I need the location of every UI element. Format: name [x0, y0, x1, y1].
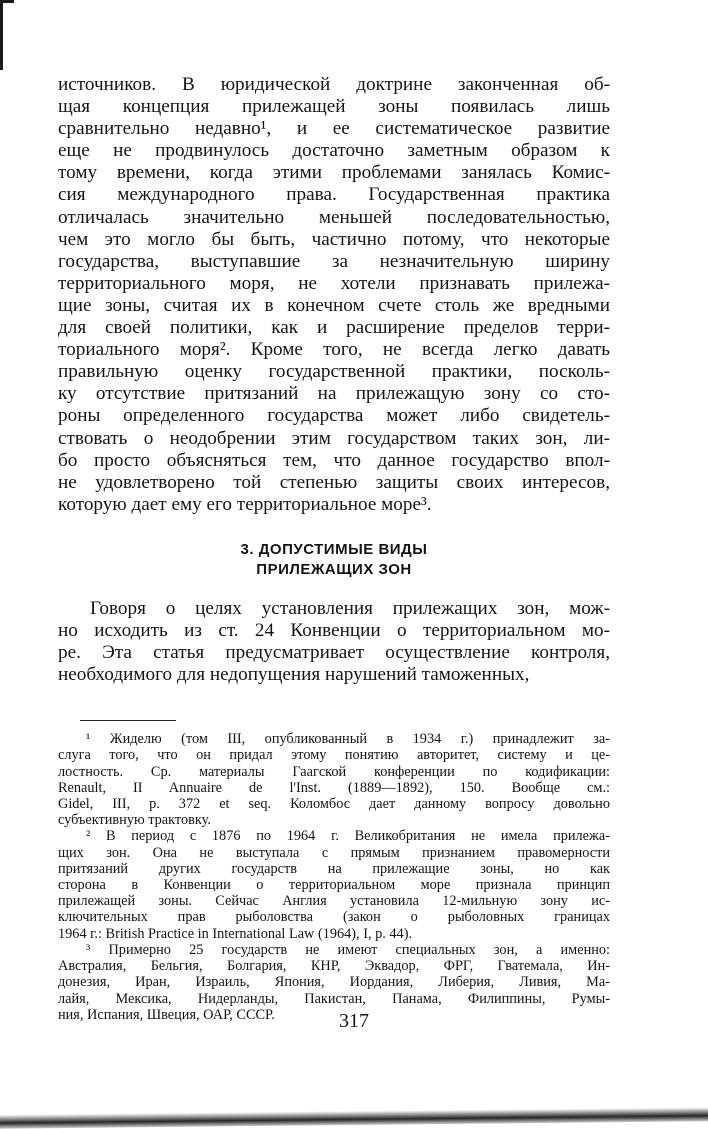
- section-heading-line2: ПРИЛЕЖАЩИХ ЗОН: [256, 560, 412, 578]
- scan-edge-left: [0, 0, 3, 70]
- section-heading-line1: 3. ДОПУСТИМЫЕ ВИДЫ: [240, 540, 428, 558]
- scan-bottom-edge: [0, 1107, 708, 1128]
- paragraph-1-line: тому времени, когда этими проблемами занялась Комис-: [58, 162, 610, 184]
- paragraph-1-line: отличалась значительно меньшей последовательностью,: [58, 206, 610, 228]
- paragraph-1-line: бо просто объясняться тем, что данное государство впол-: [58, 449, 610, 471]
- paragraph-1-line: ториального моря². Кроме того, не всегда легко давать: [58, 339, 610, 361]
- footnote-2-line: 1964 г.: British Practice in International Law (1964), I, p. 44).: [58, 925, 413, 942]
- paragraph-1-line: сия международного права. Государственная практика: [58, 184, 610, 206]
- paragraph-1-line: государства, выступавшие за незначительную ширину: [58, 250, 610, 272]
- footnote-3-line: Австралия, Бельгия, Болгария, КНР, Эквадор, ФРГ, Гватемала, Ин-: [58, 958, 610, 975]
- footnote-2: [58, 828, 610, 941]
- footnote-3-line: лайя, Мексика, Нидерланды, Пакистан, Панама, Филиппины, Румы-: [58, 990, 610, 1007]
- footnote-1-line: ¹ Жиделю (том III, опубликованный в 1934 г.) принадлежит за-: [86, 731, 610, 748]
- page-number: 317: [339, 1010, 369, 1032]
- paragraph-1-line: роны определенного государства может либо свидетель-: [58, 405, 610, 427]
- paragraph-1-line: территориального моря, не хотели признавать прилежа-: [58, 272, 610, 294]
- footnote-3-line: ния, Испания, Швеция, ОАР, СССР.: [58, 1006, 275, 1023]
- footnote-2-line: сторона в Конвенции о территориальном море признала принцип: [58, 877, 610, 894]
- paragraph-1-line: которую дает ему его территориальное море³.: [58, 493, 432, 515]
- footnote-1: [58, 731, 610, 828]
- footnote-1-line: Renault, II Annuaire de l'Inst. (1889—1892), 150. Вообще см.:: [58, 779, 610, 796]
- paragraph-1-line: щая концепция прилежащей зоны появилась лишь: [58, 96, 610, 118]
- paragraph-1-line: сравнительно недавно¹, и ее систематическое развитие: [58, 118, 610, 140]
- paragraph-1-line: правильную оценку государственной практики, посколь-: [58, 361, 610, 383]
- footnote-2-line: притязаний других государств на прилежащие зоны, но как: [58, 860, 610, 877]
- paragraph-1-line: ствовать о неодобрении этим государством таких зон, ли-: [58, 427, 610, 449]
- section-heading: [58, 540, 610, 580]
- footnote-divider: [80, 720, 176, 721]
- footnote-2-line: ² В период с 1876 по 1964 г. Великобритания не имела прилежа-: [86, 828, 610, 845]
- book-page: [58, 74, 610, 1023]
- paragraph-1-line: ку отсутствие притязаний на прилежащую зону со сто-: [58, 383, 610, 405]
- footnote-1-line: лостность. Ср. материалы Гаагской конференции по кодификации:: [58, 763, 610, 780]
- paragraph-2-line: но исходить из ст. 24 Конвенции о территориальном мо-: [58, 619, 610, 641]
- paragraph-1-line: чем это могло бы быть, частично потому, что некоторые: [58, 228, 610, 250]
- paragraph-2-line: ре. Эта статья предусматривает осуществление контроля,: [58, 642, 610, 664]
- footnote-3-line: донезия, Иран, Израиль, Япония, Иордания, Либерия, Ливия, Ма-: [58, 974, 610, 991]
- footnote-1-line: слуга того, что он придал этому понятию авторитет, систему и це-: [58, 747, 610, 764]
- paragraph-2-line: необходимого для недопущения нарушений таможенных,: [58, 664, 530, 686]
- paragraph-1-line: не удовлетворено той степенью защиты своих интересов,: [58, 471, 610, 493]
- footnote-1-line: субъективную трактовку.: [58, 812, 211, 829]
- footnote-2-line: щих зон. Она не выступала с прямым признанием правомерности: [58, 844, 610, 861]
- paragraph-1-line: источников. В юридической доктрине законченная об-: [58, 74, 610, 95]
- paragraph-1-line: щие зоны, считая их в конечном счете столь же вредными: [58, 294, 610, 316]
- paragraph-1-line: для своей политики, как и расширение пределов терри-: [58, 317, 610, 339]
- paragraph-2: [58, 598, 610, 686]
- paragraph-1-line: еще не продвинулось достаточно заметным образом к: [58, 140, 610, 162]
- footnote-2-line: ключительных прав рыболовства (закон о рыболовных границах: [58, 909, 610, 926]
- paragraph-1: [58, 74, 610, 516]
- footnote-2-line: прилежащей зоны. Сейчас Англия установила 12-мильную зону ис-: [58, 893, 610, 910]
- footnote-3-line: ³ Примерно 25 государств не имеют специальных зон, а именно:: [86, 941, 610, 958]
- paragraph-2-line: Говоря о целях установления прилежащих зон, мож-: [90, 597, 610, 619]
- footnote-1-line: Gidel, III, p. 372 et seq. Коломбос дает данному вопросу довольно: [58, 796, 610, 813]
- scan-corner: [0, 0, 14, 3]
